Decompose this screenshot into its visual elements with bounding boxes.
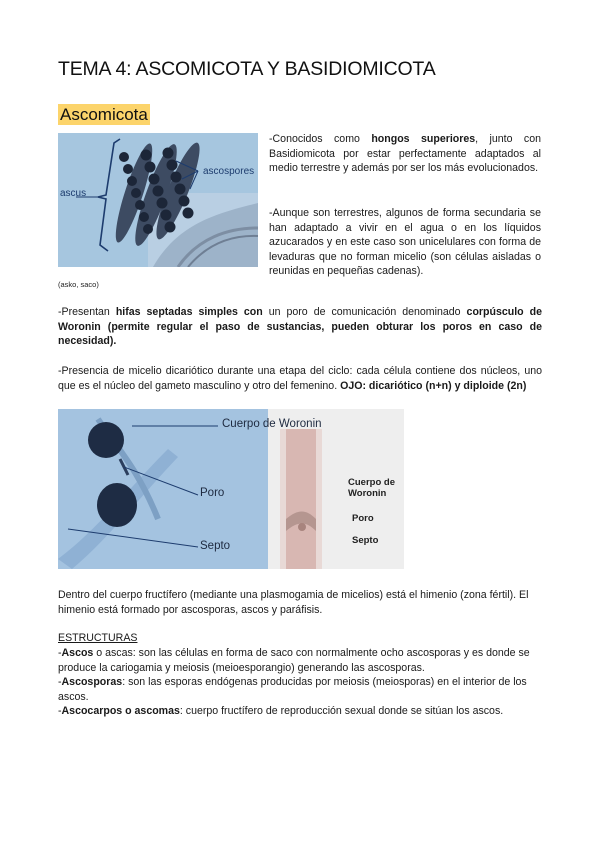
label-poro: Poro	[200, 487, 225, 499]
intro-text: , junto con Basidiomicota por estar perfectamente adaptados al medio terrestre y además por ser los más evolucionados.	[269, 133, 541, 175]
section-heading: Ascomicota	[60, 105, 148, 124]
intro-text: -Conocidos como	[269, 133, 372, 145]
label-cuerpo-woronin-small-line2: Woronin	[348, 488, 387, 499]
label-cuerpo-woronin: Cuerpo de Woronin	[222, 418, 322, 430]
hifas-text: un poro de comunicación denominado	[262, 306, 467, 318]
term-ascosporas: Ascosporas	[61, 676, 123, 689]
intro-bold: hongos superiores	[371, 133, 476, 145]
page-title: TEMA 4: ASCOMICOTA Y BASIDIOMICOTA	[58, 58, 436, 80]
term-ascocarpos: Ascocarpos o ascomas	[61, 705, 180, 718]
label-cuerpo-woronin-small	[348, 477, 395, 499]
himenio-paragraph: Dentro del cuerpo fructífero (mediante una plasmogamia de micelios) está el himenio (zona fértil). El himenio está formado por ascosporas, ascos y paráfisis.	[58, 589, 529, 616]
item-ascosporas: -Ascosporas: son las esporas endógenas producidas por meiosis (meiosporas) en el interior de los ascos.	[58, 676, 527, 703]
micelio-paragraph	[58, 364, 542, 393]
hifas-bold: corpúsculo de Woronin (permite regular el paso de sustancias, pueden obturar los poros en caso de necesidad).	[58, 306, 542, 348]
estructuras-heading: ESTRUCTURAS	[58, 632, 138, 644]
figure-caption: (asko, saco)	[58, 280, 99, 289]
label-poro-small: Poro	[352, 513, 374, 524]
hifas-text: -Presentan	[58, 306, 116, 318]
estructuras-list	[58, 646, 542, 719]
label-ascospores: ascospores	[203, 166, 255, 177]
def-ascosporas: : son las esporas endógenas producidas por meiosis (meiosporas) en el interior de los ascos.	[58, 676, 527, 703]
label-septo-small: Septo	[352, 535, 379, 546]
label-cuerpo-woronin-small-line1: Cuerpo de	[348, 477, 395, 488]
term-ascos: Ascos	[61, 647, 94, 659]
def-ascos: o ascas: son las células en forma de saco con normalmente ocho ascosporas y es donde se produce la cariogamia y meiosis (meioesporangio) generando las ascosporas.	[58, 647, 530, 674]
intro-paragraph-2: -Aunque son terrestres, algunos de forma secundaria se han adaptado a vivir en el agua o en los líquidos azucarados y en este caso son unicelulares con forma de levaduras que no forman micelio (son células aisladas o reunidas en pequeñas cadenas).	[269, 207, 541, 278]
micelio-text: -Presencia de micelio dicariótico durante una etapa del ciclo: cada célula contiene dos núcleos, uno que es el núcleo del gameto masculino y otro del femenino.	[58, 365, 542, 392]
item-ascocarpos: -Ascocarpos o ascomas: cuerpo fructífero de reproducción sexual donde se sitúan los ascos.	[58, 705, 504, 718]
def-ascocarpos: : cuerpo fructífero de reproducción sexual donde se sitúan los ascos.	[179, 705, 504, 718]
ascus-micrograph	[58, 133, 258, 267]
intro-paragraph-1	[269, 132, 541, 176]
label-ascus: ascus	[60, 188, 87, 199]
hifas-bold: hifas septadas simples con	[115, 306, 263, 318]
woronin-figure	[58, 409, 404, 569]
label-septo: Septo	[200, 540, 231, 552]
item-ascos: -Ascos o ascas: son las células en forma de saco con normalmente ocho ascosporas y es donde se produce la cariogamia y meiosis (meioesporangio) generando las ascosporas.	[58, 647, 530, 674]
micelio-bold: OJO: dicariótico (n+n) y diploide (2n)	[340, 379, 527, 392]
hifas-paragraph	[58, 305, 542, 349]
ascus-micrograph-image	[58, 133, 258, 267]
